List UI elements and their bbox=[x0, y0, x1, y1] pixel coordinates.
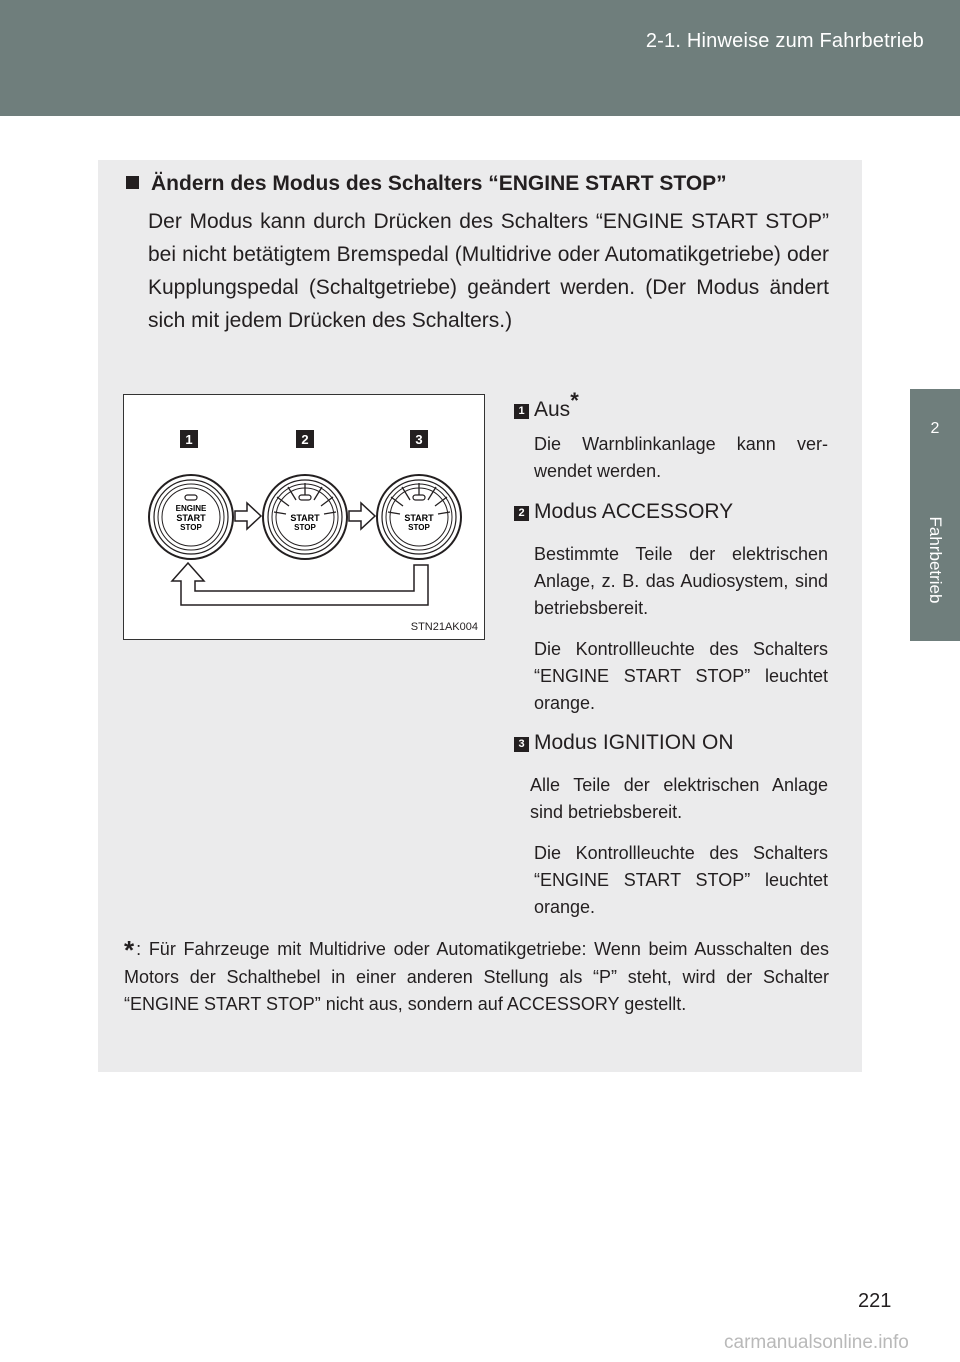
chapter-number: 2 bbox=[930, 420, 940, 437]
item-2-text-1: Bestimmte Teile der elektrischen Anlage, z. B. das Audiosystem, sind betriebsbereit. bbox=[534, 544, 828, 618]
footnote bbox=[124, 936, 829, 1018]
engine-button-off bbox=[149, 475, 233, 559]
item-1-text-1: Die Warnblinkanlage kann verwendet werden. bbox=[534, 434, 828, 481]
return-arrow-icon bbox=[172, 563, 428, 605]
item-2-label: Modus ACCESSORY bbox=[534, 500, 734, 523]
item-3-title bbox=[514, 731, 734, 755]
button3-start: START bbox=[404, 513, 434, 523]
button1-stop: STOP bbox=[180, 523, 202, 532]
item-2-number: 2 bbox=[514, 506, 529, 521]
footnote-text: : Für Fahrzeuge mit Multidrive oder Automatikgetriebe: Wenn beim Ausschalten des Motors der Schalthebel in einer anderen Stellung als “P” steht, wird der Schalter “ENGINE START STOP” nicht aus, sondern auf ACCESSORY gestellt. bbox=[124, 939, 829, 1014]
watermark: carmanualsonline.info bbox=[724, 1332, 909, 1353]
page-header bbox=[0, 0, 960, 116]
section-title: 2-1. Hinweise zum Fahrbetrieb bbox=[645, 30, 924, 52]
engine-button-ignition bbox=[377, 475, 461, 559]
figure-label-3: 3 bbox=[415, 432, 423, 447]
button2-stop: STOP bbox=[294, 523, 316, 532]
item-3-text-1: Alle Teile der elektrischen Anlage sind betriebsbereit. bbox=[530, 775, 828, 822]
intro-paragraph: Der Modus kann durch Drücken des Schalters “ENGINE START STOP” bei nicht betätigtem Bremspedal (Multidrive oder Automatikgetriebe) oder Kupplungspedal (Schaltgetriebe) geändert werden. (Der Modus ändert sich mit jedem Drücken des Schalters.) bbox=[148, 210, 829, 332]
item-2-title bbox=[514, 500, 733, 524]
right-arrow-icon bbox=[349, 503, 375, 529]
footnote-star: * bbox=[124, 935, 135, 965]
button2-start: START bbox=[290, 513, 320, 523]
figure-label-1: 1 bbox=[185, 432, 193, 447]
bullet-square-icon bbox=[126, 176, 139, 189]
item-2-text-2: Die Kontrollleuchte des Schalters “ENGINE START STOP” leuchtet orange. bbox=[534, 639, 828, 713]
item-1-number: 1 bbox=[514, 404, 529, 419]
item-3-number: 3 bbox=[514, 737, 529, 752]
item-3-label: Modus IGNITION ON bbox=[534, 731, 734, 754]
button3-stop: STOP bbox=[408, 523, 430, 532]
chapter-label: Fahrbetrieb bbox=[926, 516, 945, 604]
page-number: 221 bbox=[858, 1290, 892, 1312]
figure-code: STN21AK004 bbox=[410, 621, 478, 633]
switch-diagram bbox=[124, 395, 484, 639]
section-heading bbox=[126, 172, 727, 196]
right-arrow-icon bbox=[235, 503, 261, 529]
item-1-title bbox=[514, 388, 579, 422]
item-3-text-2: Die Kontrollleuchte des Schalters “ENGINE START STOP” leuchtet orange. bbox=[534, 843, 828, 917]
button1-start: START bbox=[176, 513, 206, 523]
item-1-star: * bbox=[570, 388, 579, 413]
heading-text: Ändern des Modus des Schalters “ENGINE START STOP” bbox=[151, 172, 727, 195]
item-1-label: Aus bbox=[534, 398, 571, 421]
figure-label-2: 2 bbox=[301, 432, 309, 447]
switch-mode-figure bbox=[123, 394, 485, 640]
engine-button-accessory bbox=[263, 475, 347, 559]
button1-engine: ENGINE bbox=[175, 504, 207, 513]
